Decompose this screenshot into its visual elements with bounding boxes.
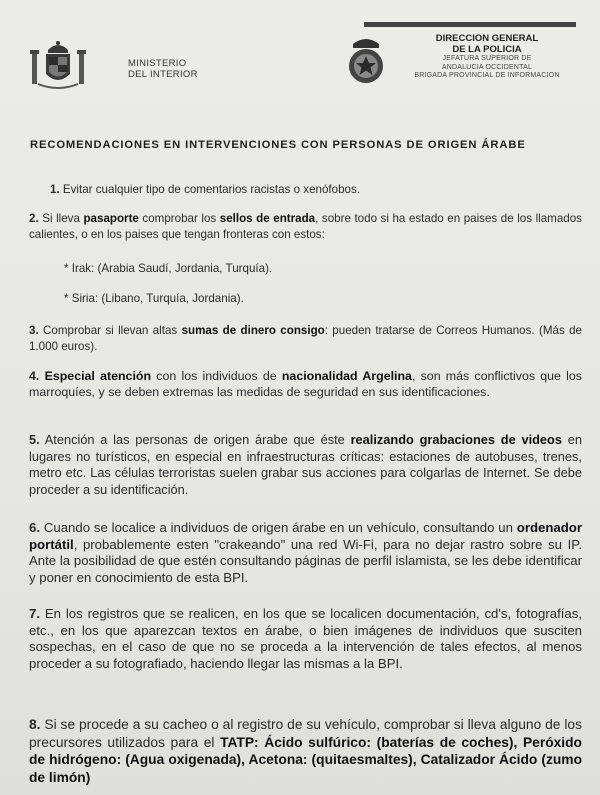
item-emphasis: pasaporte: [83, 212, 139, 225]
item-number: 5.: [29, 432, 40, 447]
item-text: : pueden tratarse de Correos Humanos. (Más de 1.000 euros).: [29, 324, 582, 353]
item-emphasis: realizando grabaciones de videos: [350, 432, 562, 447]
header-rule: [364, 22, 576, 27]
item-number: 1.: [50, 183, 60, 196]
recommendation-5: [29, 432, 582, 498]
recommendation-2: [29, 211, 582, 242]
recommendation-4: [29, 369, 582, 400]
item-number: 4.: [29, 369, 40, 383]
item-text: Si lleva: [42, 212, 84, 225]
item-text: con los individuos de: [151, 369, 282, 383]
item-text: comprobar los: [138, 212, 220, 225]
item-text: Atención a las personas de origen árabe que éste: [44, 432, 351, 447]
directorate-line-4: ANDALUCIA OCCIDENTAL: [441, 63, 533, 71]
item-number: 8.: [29, 717, 41, 732]
item-text: en lugares no turísticos, en especial en infraestructuras críticas: estaciones de autobuses, trenes, metro etc. Las células terroristas suelen grabar sus acciones para colgarlas de Internet. Se debe proceder a su identificación.: [29, 432, 582, 497]
item-emphasis: sumas de dinero consigo: [181, 324, 325, 337]
country-bullet-iraq: * Irak: (Arabia Saudí, Jordania, Turquía).: [64, 262, 273, 275]
item-emphasis: sellos de entrada: [219, 212, 316, 225]
ministry-line-1: MINISTERIO: [128, 58, 187, 69]
letterhead: [0, 0, 600, 118]
item-text: Evitar cualquier tipo de comentarios racistas o xenófobos.: [62, 183, 360, 196]
directorate-line-1: DIRECCION GENERAL: [435, 33, 539, 44]
item-text: Cuando se localice a individuos de origen árabe en un vehículo, consultando un: [43, 520, 517, 535]
item-emphasis: Especial atención: [44, 369, 152, 383]
item-number: 6.: [29, 520, 40, 535]
item-text: Comprobar si llevan altas: [43, 324, 182, 337]
recommendation-1: [50, 182, 570, 198]
item-emphasis: nacionalidad Argelina: [281, 369, 412, 383]
item-text: , son más conflictivos que los marroquíes, y se deben extremas las medidas de seguridad en sus identificaciones.: [29, 369, 582, 399]
directorate-line-5: BRIGADA PROVINCIAL DE INFORMACION: [414, 72, 560, 79]
recommendation-6: [29, 520, 582, 586]
ministry-name: [128, 58, 198, 80]
item-number: 7.: [29, 606, 40, 621]
directorate-line-3: JEFATURA SUPERIOR DE: [442, 55, 532, 62]
item-text: , probablemente esten "crakeando" una red Wi-Fi, para no dejar rastro sobre su IP. Ante la posibilidad de que estén consultando páginas de perfil islamista, se les debe identificar y poner en conocimiento de esta BPI.: [29, 536, 582, 585]
item-text: En los registros que se realicen, en los que se localicen documentación, cd's, fotografías, etc., en los que aparezcan textos en árabe, o bien imágenes de individuos que susciten sospechas, en el caso de que no se proceda a la intervención de tales efectos, al menos proceder a su fotografiado, haciendo llegar las mismas a la BPI.: [29, 606, 582, 671]
ministry-line-2: DEL INTERIOR: [128, 69, 198, 80]
item-number: 3.: [29, 324, 39, 337]
item-text: Si se procede a su cacheo o al registro de su vehículo, comprobar si lleva alguno de los precursores utilizados para el: [29, 717, 582, 750]
item-number: 2.: [29, 212, 39, 225]
item-text: , sobre todo si ha estado en paises de los llamados calientes, o en los paises que tengan fronteras con estos:: [29, 212, 582, 241]
item-emphasis: TATP: Ácido sulfúrico: (baterías de coches), Peróxido de hidrógeno: (Agua oxigenada), Acetona: (quitaesmaltes), Catalizador Ácido (zumo de limón): [29, 734, 582, 785]
recommendation-7: [29, 606, 582, 672]
police-badge-icon: [345, 34, 387, 86]
directorate-line-2: DE LA POLICIA: [452, 44, 522, 55]
directorate-header: [392, 33, 582, 81]
recommendation-3: [29, 323, 582, 354]
recommendation-8: [29, 716, 582, 786]
country-bullet-syria: * Siria: (Libano, Turquía, Jordania).: [64, 292, 244, 305]
document-title: RECOMENDACIONES EN INTERVENCIONES CON PERSONAS DE ORIGEN ÁRABE: [30, 139, 526, 151]
spain-coat-of-arms-icon: [28, 40, 88, 94]
item-emphasis: ordenador portátil: [29, 520, 582, 552]
